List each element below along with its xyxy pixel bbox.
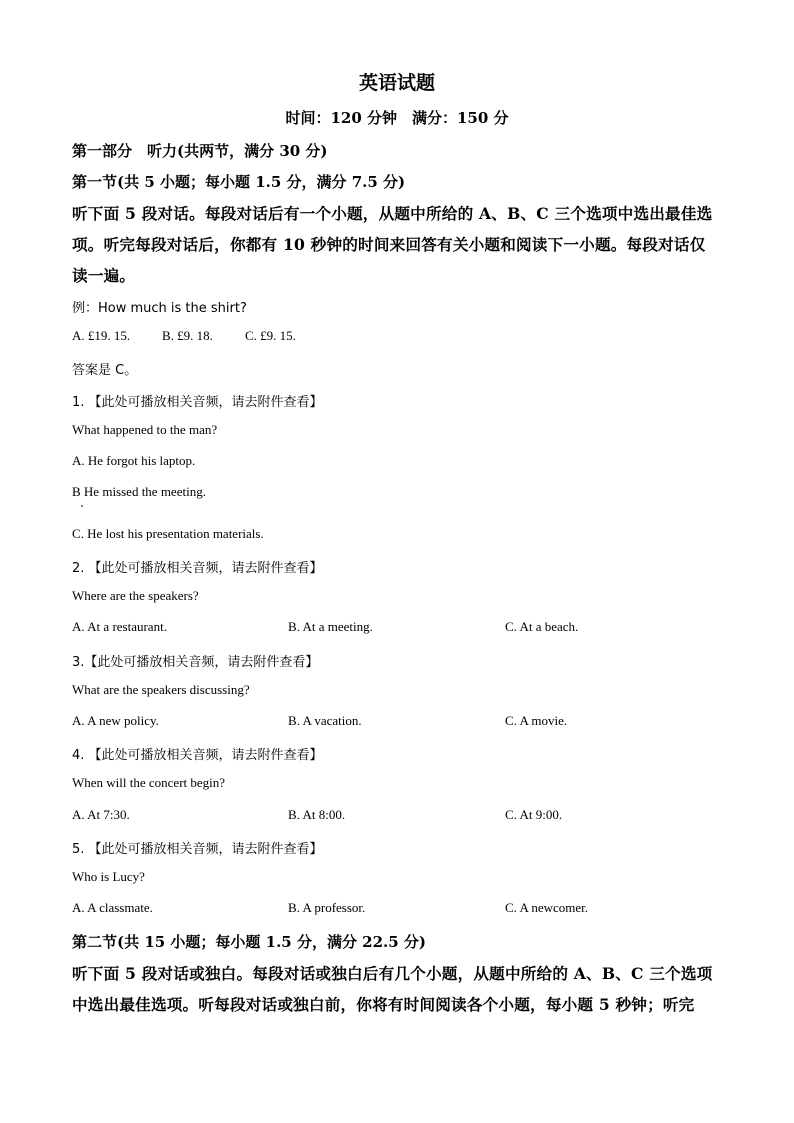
example-question: 例：How much is the shirt? [72,301,247,316]
audio-note-q4: 4. 【此处可播放相关音频，请去附件查看】 [72,748,323,763]
options-q5 [72,900,732,920]
audio-note-q1: 1. 【此处可播放相关音频，请去附件查看】 [72,395,323,410]
question-q4: When will the concert begin? [72,775,226,790]
stray-dot [81,505,83,507]
option-q4-c: C. At 9:00. [505,807,563,822]
part1-heading: 第一部分 听力(共两节，满分 30 分) [72,142,328,160]
option-q5-c: C. A newcomer. [505,900,589,915]
option-q5-b: B. A professor. [288,900,366,915]
section1-heading: 第一节(共 5 小题；每小题 1.5 分，满分 7.5 分) [72,173,406,191]
audio-note-q5: 5. 【此处可播放相关音频，请去附件查看】 [72,842,323,857]
option-q1-c: C. He lost his presentation materials. [72,526,264,541]
page-title: 英语试题 [358,72,435,94]
option-q3-b: B. A vacation. [288,713,362,728]
audio-note-q2: 2. 【此处可播放相关音频，请去附件查看】 [72,561,323,576]
option-q1-a: A. He forgot his laptop. [72,453,196,468]
option-q2-a: A. At a restaurant. [72,619,167,634]
example-option-c: C. £9. 15. [245,328,296,343]
section1-instruction-line: 听下面 5 段对话。每段对话后有一个小题，从题中所给的 A、B、C 三个选项中选出最佳选 [72,204,713,223]
option-q4-b: B. At 8:00. [288,807,346,822]
option-q3-a: A. A new policy. [72,713,159,728]
question-q2: Where are the speakers? [72,588,199,603]
section2-heading: 第二节(共 15 小题；每小题 1.5 分，满分 22.5 分) [72,933,427,951]
option-q2-b: B. At a meeting. [288,619,373,634]
question-q1: What happened to the man? [72,422,218,437]
section1-instruction-line: 项。听完每段对话后，你都有 10 秒钟的时间来回答有关小题和阅读下一小题。每段对话仅 [72,235,706,254]
section2-instruction-line: 听下面 5 段对话或独白。每段对话或独白后有几个小题，从题中所给的 A、B、C 三个选项 [72,964,713,983]
question-q5: Who is Lucy? [72,869,145,884]
options-q3 [72,713,732,733]
example-option-a: A. £19. 15. [72,328,131,343]
options-q4 [72,807,732,827]
example-option-b: B. £9. 18. [162,328,213,343]
options-q2 [72,619,732,639]
audio-note-q3: 3.【此处可播放相关音频，请去附件查看】 [72,655,319,670]
section2-instruction-line: 中选出最佳选项。听每段对话或独白前，你将有时间阅读各个小题，每小题 5 秒钟；听完 [72,995,695,1014]
option-q4-a: A. At 7:30. [72,807,130,822]
option-q5-a: A. A classmate. [72,900,153,915]
option-q3-c: C. A movie. [505,713,568,728]
exam-time-score: 时间：120 分钟 满分：150 分 [285,109,509,127]
option-q1-b: B He missed the meeting. [72,484,206,499]
example-answer: 答案是 C。 [72,363,138,378]
question-q3: What are the speakers discussing? [72,682,250,697]
option-q2-c: C. At a beach. [505,619,579,634]
section1-instruction-line: 读一遍。 [72,266,136,285]
